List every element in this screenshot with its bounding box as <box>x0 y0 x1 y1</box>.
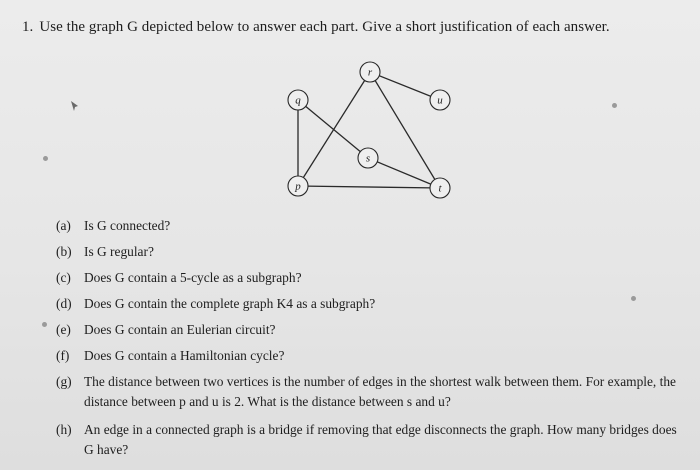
problem-text: Use the graph G depicted below to answer each part. Give a short justification of each answer. <box>39 19 610 35</box>
edge-p-t <box>298 186 440 188</box>
part-g <box>56 372 686 412</box>
vertex-r <box>360 62 380 82</box>
graph-vertices <box>288 62 450 198</box>
part-question: An edge in a connected graph is a bridge if removing that edge disconnects the graph. How many bridges does G have? <box>84 422 677 457</box>
part-label: (f) <box>56 348 70 363</box>
part-question: Does G contain an Eulerian circuit? <box>84 322 276 337</box>
part-question: The distance between two vertices is the number of edges in the shortest walk between them. For example, the distance between p and u is 2. What is the distance between s and u? <box>84 374 676 409</box>
part-label: (g) <box>56 374 72 389</box>
edge-p-r <box>298 72 370 186</box>
part-label: (b) <box>56 244 72 259</box>
part-label: (a) <box>56 218 71 233</box>
vertex-t <box>430 178 450 198</box>
part-label: (c) <box>56 270 71 285</box>
part-label: (d) <box>56 296 72 311</box>
vertex-label: r <box>367 66 373 79</box>
part-f <box>56 343 686 369</box>
edge-r-t <box>370 72 440 188</box>
problem-statement <box>22 19 610 36</box>
graph-figure <box>270 52 470 202</box>
page-speck <box>43 156 48 161</box>
question-parts <box>56 213 686 460</box>
cursor-mark-icon <box>70 100 80 112</box>
part-label: (e) <box>56 322 71 337</box>
part-h <box>56 420 686 460</box>
part-question: Is G regular? <box>84 244 154 259</box>
part-c <box>56 265 686 291</box>
edge-s-t <box>368 158 440 188</box>
vertex-label: u <box>437 94 443 107</box>
part-d <box>56 291 686 317</box>
problem-number: 1. <box>22 19 34 35</box>
edge-r-u <box>370 72 440 100</box>
part-question: Does G contain a Hamiltonian cycle? <box>84 348 285 363</box>
vertex-label: q <box>295 94 301 107</box>
part-question: Does G contain the complete graph K4 as a subgraph? <box>84 296 376 311</box>
vertex-label: p <box>295 180 301 193</box>
part-e <box>56 317 686 343</box>
edge-q-s <box>298 100 368 158</box>
vertex-p <box>288 176 308 196</box>
vertex-s <box>358 148 378 168</box>
part-question: Is G connected? <box>84 218 171 233</box>
part-question: Does G contain a 5-cycle as a subgraph? <box>84 270 302 285</box>
page-speck <box>612 103 617 108</box>
vertex-label: s <box>365 152 371 165</box>
vertex-label: t <box>438 182 442 195</box>
graph-svg <box>270 52 470 202</box>
vertex-q <box>288 90 308 110</box>
graph-edges <box>298 72 440 188</box>
page-speck <box>42 322 47 327</box>
vertex-u <box>430 90 450 110</box>
part-a <box>56 213 686 239</box>
part-b <box>56 239 686 265</box>
part-label: (h) <box>56 422 72 437</box>
